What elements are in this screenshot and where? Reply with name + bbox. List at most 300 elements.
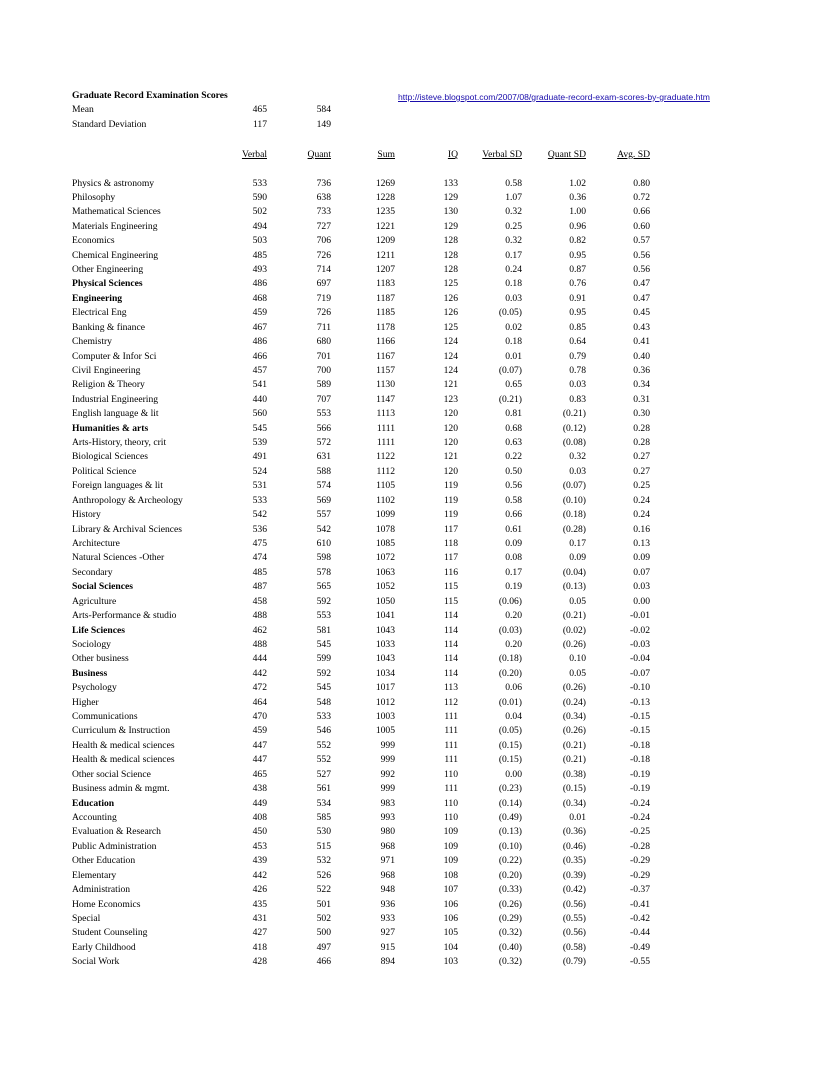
cell-quant-sd: (0.26) [562,639,586,650]
row-field-label: Engineering [72,293,123,304]
cell-sum: 1187 [376,293,395,304]
cell-verbal-sd: 0.56 [505,480,522,491]
cell-verbal: 491 [252,451,267,462]
cell-iq: 129 [443,221,458,232]
cell-avg-sd: 0.28 [633,437,650,448]
cell-iq: 114 [443,625,458,636]
cell-avg-sd: 0.16 [633,524,650,535]
cell-avg-sd: 0.24 [633,509,650,520]
cell-verbal: 493 [252,264,267,275]
cell-quant: 588 [316,466,331,477]
sd-label: Standard Deviation [72,119,147,130]
cell-sum: 968 [380,870,395,881]
cell-quant-sd: (0.21) [562,754,586,765]
row-field-label: Economics [72,235,115,246]
cell-quant: 466 [316,956,331,967]
cell-avg-sd: 0.41 [633,336,650,347]
cell-iq: 123 [443,394,458,405]
cell-sum: 999 [380,754,395,765]
cell-quant: 552 [316,740,331,751]
cell-iq: 129 [443,192,458,203]
cell-iq: 125 [443,278,458,289]
cell-verbal-sd: 0.01 [505,351,522,362]
cell-verbal-sd: (0.23) [498,783,522,794]
cell-quant-sd: (0.58) [562,942,586,953]
cell-quant: 726 [316,307,331,318]
cell-quant-sd: (0.12) [562,423,586,434]
mean-verbal: 465 [252,104,267,115]
row-field-label: Foreign languages & lit [72,480,163,491]
cell-avg-sd: -0.44 [630,927,650,938]
cell-iq: 130 [443,206,458,217]
cell-iq: 125 [443,322,458,333]
mean-quant: 584 [316,104,331,115]
cell-quant: 515 [316,841,331,852]
cell-quant: 572 [316,437,331,448]
cell-verbal: 472 [252,682,267,693]
cell-sum: 1041 [375,610,395,621]
cell-avg-sd: -0.04 [630,653,650,664]
cell-verbal: 426 [252,884,267,895]
cell-iq: 120 [443,466,458,477]
cell-sum: 1102 [376,495,395,506]
cell-verbal: 459 [252,725,267,736]
cell-quant-sd: (0.79) [562,956,586,967]
cell-iq: 128 [443,235,458,246]
cell-verbal-sd: (0.14) [498,798,522,809]
cell-avg-sd: -0.29 [630,870,650,881]
cell-verbal: 439 [252,855,267,866]
cell-avg-sd: 0.24 [633,495,650,506]
cell-verbal: 542 [252,509,267,520]
cell-verbal: 488 [252,610,267,621]
cell-verbal-sd: 0.58 [505,178,522,189]
cell-verbal-sd: (0.49) [498,812,522,823]
header-quant-sd: Quant SD [547,149,586,160]
cell-quant: 569 [316,495,331,506]
cell-verbal-sd: 0.65 [505,379,522,390]
cell-quant-sd: (0.38) [562,769,586,780]
cell-iq: 119 [443,480,458,491]
cell-sum: 1085 [375,538,395,549]
cell-avg-sd: 0.31 [633,394,650,405]
cell-iq: 121 [443,379,458,390]
cell-iq: 114 [443,639,458,650]
cell-avg-sd: -0.25 [630,826,650,837]
row-field-label: Other business [72,653,129,664]
cell-iq: 124 [443,336,458,347]
cell-quant-sd: (0.13) [562,581,586,592]
cell-verbal: 531 [252,480,267,491]
cell-sum: 1166 [376,336,395,347]
cell-quant-sd: (0.21) [562,610,586,621]
cell-verbal: 450 [252,826,267,837]
cell-verbal-sd: 0.68 [505,423,522,434]
cell-iq: 124 [443,365,458,376]
cell-verbal: 418 [252,942,267,953]
cell-verbal-sd: 0.06 [505,682,522,693]
cell-iq: 109 [443,826,458,837]
cell-avg-sd: -0.18 [630,754,650,765]
cell-iq: 117 [443,524,458,535]
cell-quant-sd: 1.00 [569,206,586,217]
row-field-label: Public Administration [72,841,157,852]
cell-verbal: 447 [252,754,267,765]
cell-sum: 1178 [376,322,395,333]
cell-verbal: 488 [252,639,267,650]
cell-iq: 111 [444,783,458,794]
cell-iq: 105 [443,927,458,938]
cell-quant-sd: (0.18) [562,509,586,520]
cell-quant: 610 [316,538,331,549]
cell-quant-sd: 0.76 [569,278,586,289]
cell-quant-sd: (0.46) [562,841,586,852]
row-field-label: Other Engineering [72,264,144,275]
cell-verbal: 487 [252,581,267,592]
row-field-label: Business [72,668,108,679]
cell-sum: 915 [380,942,395,953]
cell-verbal: 449 [252,798,267,809]
row-field-label: Business admin & mgmt. [72,783,170,794]
cell-iq: 110 [443,798,458,809]
cell-iq: 116 [443,567,458,578]
cell-verbal-sd: 0.18 [505,278,522,289]
cell-sum: 1043 [375,653,395,664]
cell-verbal-sd: (0.20) [498,870,522,881]
cell-iq: 110 [443,812,458,823]
cell-verbal-sd: (0.20) [498,668,522,679]
cell-quant: 707 [316,394,331,405]
cell-sum: 992 [380,769,395,780]
cell-quant-sd: 0.78 [569,365,586,376]
cell-iq: 133 [443,178,458,189]
cell-verbal-sd: 0.18 [505,336,522,347]
cell-sum: 980 [380,826,395,837]
cell-verbal-sd: 0.24 [505,264,522,275]
cell-avg-sd: 0.07 [633,567,650,578]
cell-quant-sd: 0.82 [569,235,586,246]
cell-iq: 126 [443,293,458,304]
cell-quant-sd: (0.36) [562,826,586,837]
row-field-label: Architecture [72,538,120,549]
row-field-label: Early Childhood [72,942,136,953]
cell-verbal: 467 [252,322,267,333]
cell-quant: 553 [316,408,331,419]
cell-quant: 557 [316,509,331,520]
cell-quant-sd: (0.24) [562,697,586,708]
row-field-label: Arts-History, theory, crit [72,437,167,448]
cell-sum: 927 [380,927,395,938]
cell-verbal-sd: (0.32) [498,956,522,967]
cell-verbal-sd: 0.17 [505,567,522,578]
header-verbal-sd: Verbal SD [482,149,522,160]
row-field-label: Higher [72,697,99,708]
cell-quant: 719 [316,293,331,304]
cell-iq: 109 [443,855,458,866]
cell-verbal: 524 [252,466,267,477]
cell-quant-sd: 0.05 [569,596,586,607]
row-field-label: Elementary [72,870,117,881]
cell-quant: 497 [316,942,331,953]
cell-verbal: 468 [252,293,267,304]
header-sum: Sum [377,149,395,160]
cell-sum: 1207 [375,264,395,275]
cell-verbal-sd: 0.61 [505,524,522,535]
row-field-label: Social Work [72,956,120,967]
cell-verbal: 408 [252,812,267,823]
cell-sum: 933 [380,913,395,924]
cell-verbal: 541 [252,379,267,390]
cell-avg-sd: 0.47 [633,293,650,304]
cell-verbal: 474 [252,552,267,563]
cell-verbal-sd: (0.18) [498,653,522,664]
row-field-label: Chemistry [72,336,112,347]
cell-sum: 1017 [375,682,395,693]
cell-quant: 697 [316,278,331,289]
source-link[interactable]: http://isteve.blogspot.com/2007/08/graduate-record-exam-scores-by-graduate.htm [398,92,710,102]
cell-avg-sd: 0.27 [633,451,650,462]
cell-avg-sd: 0.56 [633,264,650,275]
cell-verbal: 503 [252,235,267,246]
row-field-label: Secondary [72,567,113,578]
cell-sum: 1105 [376,480,395,491]
cell-verbal-sd: 0.63 [505,437,522,448]
cell-verbal: 545 [252,423,267,434]
cell-iq: 120 [443,423,458,434]
cell-verbal-sd: (0.07) [498,365,522,376]
cell-quant-sd: 0.95 [569,250,586,261]
cell-quant: 589 [316,379,331,390]
cell-avg-sd: -0.13 [630,697,650,708]
cell-verbal-sd: 0.20 [505,639,522,650]
row-field-label: Life Sciences [72,625,126,636]
row-field-label: Curriculum & Instruction [72,725,171,736]
cell-quant: 502 [316,913,331,924]
cell-quant-sd: 0.05 [569,668,586,679]
cell-iq: 114 [443,610,458,621]
cell-quant-sd: 0.32 [569,451,586,462]
cell-verbal: 486 [252,278,267,289]
cell-verbal: 457 [252,365,267,376]
cell-avg-sd: -0.41 [630,899,650,910]
row-field-label: Philosophy [72,192,116,203]
cell-iq: 114 [443,668,458,679]
cell-verbal: 560 [252,408,267,419]
cell-quant: 585 [316,812,331,823]
cell-verbal-sd: 0.20 [505,610,522,621]
cell-quant-sd: 0.03 [569,466,586,477]
cell-sum: 999 [380,740,395,751]
header-avg-sd: Avg. SD [617,149,650,160]
cell-quant-sd: 0.17 [569,538,586,549]
row-field-label: Education [72,798,115,809]
cell-avg-sd: -0.19 [630,769,650,780]
cell-sum: 1167 [376,351,395,362]
row-field-label: Communications [72,711,138,722]
cell-avg-sd: -0.24 [630,798,650,809]
cell-sum: 1072 [375,552,395,563]
cell-quant-sd: 0.09 [569,552,586,563]
cell-avg-sd: -0.55 [630,956,650,967]
row-field-label: Chemical Engineering [72,250,159,261]
cell-verbal-sd: (0.05) [498,307,522,318]
cell-quant-sd: (0.26) [562,725,586,736]
cell-avg-sd: -0.15 [630,711,650,722]
cell-verbal-sd: 0.81 [505,408,522,419]
cell-quant-sd: 0.87 [569,264,586,275]
cell-avg-sd: 0.27 [633,466,650,477]
row-field-label: Materials Engineering [72,221,158,232]
cell-verbal: 435 [252,899,267,910]
cell-verbal: 470 [252,711,267,722]
cell-verbal-sd: (0.22) [498,855,522,866]
cell-quant: 578 [316,567,331,578]
cell-sum: 1183 [376,278,395,289]
cell-avg-sd: 0.36 [633,365,650,376]
cell-avg-sd: -0.29 [630,855,650,866]
cell-quant-sd: (0.07) [562,480,586,491]
row-field-label: Accounting [72,812,117,823]
cell-avg-sd: 0.03 [633,581,650,592]
cell-verbal: 485 [252,567,267,578]
cell-quant: 526 [316,870,331,881]
row-field-label: Natural Sciences -Other [72,552,165,563]
row-field-label: Social Sciences [72,581,134,592]
cell-quant: 631 [316,451,331,462]
cell-verbal: 590 [252,192,267,203]
cell-iq: 103 [443,956,458,967]
cell-iq: 120 [443,408,458,419]
cell-sum: 948 [380,884,395,895]
cell-sum: 1003 [375,711,395,722]
cell-verbal-sd: (0.26) [498,899,522,910]
cell-avg-sd: 0.45 [633,307,650,318]
row-field-label: Other Education [72,855,136,866]
cell-quant: 733 [316,206,331,217]
cell-verbal-sd: 0.08 [505,552,522,563]
cell-iq: 119 [443,509,458,520]
cell-iq: 111 [444,725,458,736]
row-field-label: Psychology [72,682,117,693]
sd-quant: 149 [316,119,331,130]
cell-verbal-sd: (0.06) [498,596,522,607]
cell-quant: 565 [316,581,331,592]
cell-quant: 548 [316,697,331,708]
cell-avg-sd: -0.03 [630,639,650,650]
cell-iq: 110 [443,769,458,780]
cell-verbal-sd: (0.13) [498,826,522,837]
cell-quant: 522 [316,884,331,895]
cell-quant-sd: 0.91 [569,293,586,304]
cell-verbal-sd: 0.25 [505,221,522,232]
cell-sum: 1122 [376,451,395,462]
cell-sum: 1034 [375,668,395,679]
cell-verbal-sd: 0.04 [505,711,522,722]
cell-verbal-sd: 0.00 [505,769,522,780]
cell-quant-sd: (0.04) [562,567,586,578]
cell-sum: 1111 [376,437,395,448]
cell-quant-sd: (0.10) [562,495,586,506]
row-field-label: Computer & Infor Sci [72,351,157,362]
cell-verbal: 485 [252,250,267,261]
row-field-label: Political Science [72,466,137,477]
cell-iq: 108 [443,870,458,881]
cell-sum: 968 [380,841,395,852]
cell-verbal-sd: (0.03) [498,625,522,636]
row-field-label: Biological Sciences [72,451,148,462]
cell-quant: 711 [316,322,331,333]
cell-quant-sd: 0.83 [569,394,586,405]
cell-sum: 1099 [375,509,395,520]
cell-sum: 1113 [376,408,395,419]
row-field-label: Civil Engineering [72,365,141,376]
cell-quant-sd: (0.55) [562,913,586,924]
cell-verbal: 465 [252,769,267,780]
cell-verbal-sd: 1.07 [505,192,522,203]
cell-sum: 1012 [375,697,395,708]
cell-iq: 111 [444,711,458,722]
cell-quant-sd: (0.15) [562,783,586,794]
cell-avg-sd: 0.80 [633,178,650,189]
cell-verbal-sd: (0.01) [498,697,522,708]
cell-verbal: 459 [252,307,267,318]
mean-label: Mean [72,104,94,115]
cell-avg-sd: 0.25 [633,480,650,491]
cell-quant-sd: 0.03 [569,379,586,390]
cell-iq: 124 [443,351,458,362]
sd-verbal: 117 [252,119,267,130]
cell-verbal: 464 [252,697,267,708]
cell-sum: 1221 [375,221,395,232]
cell-avg-sd: 0.28 [633,423,650,434]
cell-verbal: 494 [252,221,267,232]
cell-verbal: 440 [252,394,267,405]
cell-iq: 106 [443,899,458,910]
cell-quant: 546 [316,725,331,736]
row-field-label: Physical Sciences [72,278,143,289]
cell-verbal-sd: (0.29) [498,913,522,924]
cell-verbal-sd: 0.03 [505,293,522,304]
cell-quant: 638 [316,192,331,203]
cell-quant-sd: (0.39) [562,870,586,881]
cell-iq: 119 [443,495,458,506]
cell-verbal: 539 [252,437,267,448]
cell-avg-sd: 0.43 [633,322,650,333]
page-title: Graduate Record Examination Scores [72,90,228,101]
cell-avg-sd: 0.60 [633,221,650,232]
cell-sum: 1050 [375,596,395,607]
cell-verbal-sd: 0.66 [505,509,522,520]
cell-quant: 736 [316,178,331,189]
cell-verbal: 427 [252,927,267,938]
cell-quant-sd: (0.34) [562,711,586,722]
cell-verbal-sd: (0.15) [498,754,522,765]
cell-quant: 530 [316,826,331,837]
cell-iq: 121 [443,451,458,462]
row-field-label: Banking & finance [72,322,145,333]
cell-verbal-sd: 0.32 [505,206,522,217]
cell-quant: 500 [316,927,331,938]
cell-quant: 532 [316,855,331,866]
cell-quant-sd: (0.08) [562,437,586,448]
cell-avg-sd: -0.02 [630,625,650,636]
cell-verbal: 502 [252,206,267,217]
cell-iq: 128 [443,264,458,275]
row-field-label: Electrical Eng [72,307,127,318]
cell-sum: 993 [380,812,395,823]
cell-sum: 983 [380,798,395,809]
cell-sum: 1209 [375,235,395,246]
